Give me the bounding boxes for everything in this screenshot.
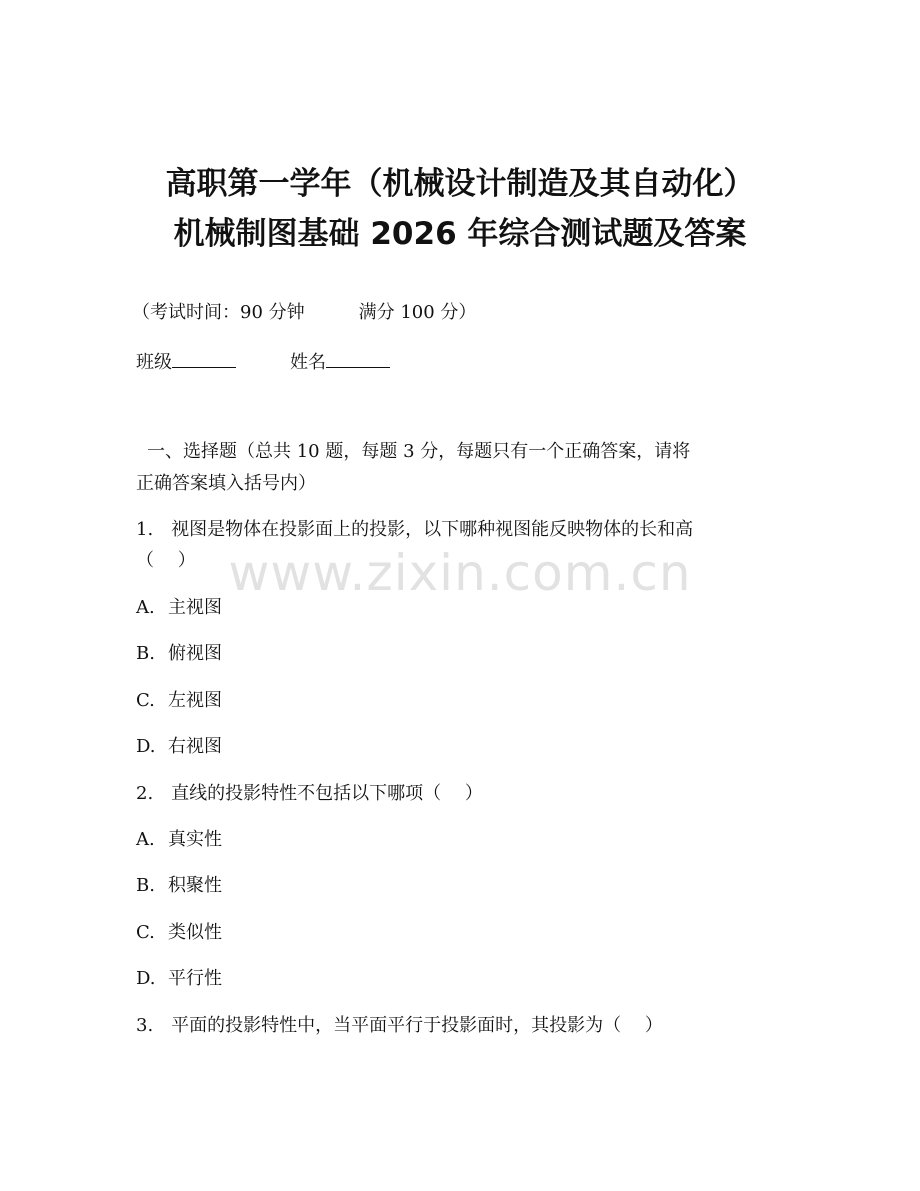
question-2-option-d: [136, 967, 222, 991]
question-2-stem: 2. 直线的投影特性不包括以下哪项（ ）: [136, 783, 483, 804]
question-1-stem-line-2: （ ）: [136, 550, 196, 571]
option-text: 俯视图: [168, 643, 222, 664]
option-text: 积聚性: [168, 875, 222, 896]
option-letter: A.: [136, 597, 155, 618]
question-1-stem-line-1: 1. 视图是物体在投影面上的投影，以下哪种视图能反映物体的长和高: [136, 519, 694, 540]
question-2-option-c: [136, 921, 222, 945]
exam-time-info: （考试时间：90 分钟 满分 100 分）: [132, 302, 477, 323]
option-text: 主视图: [168, 597, 222, 618]
question-1-option-b: [136, 642, 222, 666]
question-1-option-a: [136, 596, 222, 620]
question-1-option-d: [136, 735, 222, 759]
class-name-row: [136, 349, 390, 375]
option-text: 平行性: [168, 968, 222, 989]
section-heading-line-2: 正确答案填入括号内）: [136, 473, 316, 494]
name-label: 姓名: [290, 352, 326, 373]
class-label: 班级: [136, 352, 172, 373]
option-letter: D.: [136, 968, 156, 989]
question-2-option-b: [136, 874, 222, 898]
option-text: 左视图: [168, 690, 222, 711]
option-text: 类似性: [168, 922, 222, 943]
question-2-option-a: [136, 828, 222, 852]
title-line-1: 高职第一学年（机械设计制造及其自动化）: [165, 166, 755, 202]
option-letter: B.: [136, 643, 155, 664]
option-letter: B.: [136, 875, 155, 896]
section-heading-line-1: 一、选择题（总共 10 题，每题 3 分，每题只有一个正确答案，请将: [147, 441, 691, 462]
option-letter: A.: [136, 829, 155, 850]
option-text: 真实性: [168, 829, 222, 850]
question-3-stem: 3. 平面的投影特性中，当平面平行于投影面时，其投影为（ ）: [136, 1015, 663, 1036]
question-1-option-c: [136, 689, 222, 713]
class-blank: [172, 349, 236, 368]
option-letter: C.: [136, 690, 155, 711]
name-blank: [326, 349, 390, 368]
option-letter: C.: [136, 922, 155, 943]
watermark: www.zixin.com.cn: [228, 544, 692, 602]
option-text: 右视图: [168, 736, 222, 757]
option-letter: D.: [136, 736, 156, 757]
title-line-2: 机械制图基础 2026 年综合测试题及答案: [173, 216, 747, 252]
